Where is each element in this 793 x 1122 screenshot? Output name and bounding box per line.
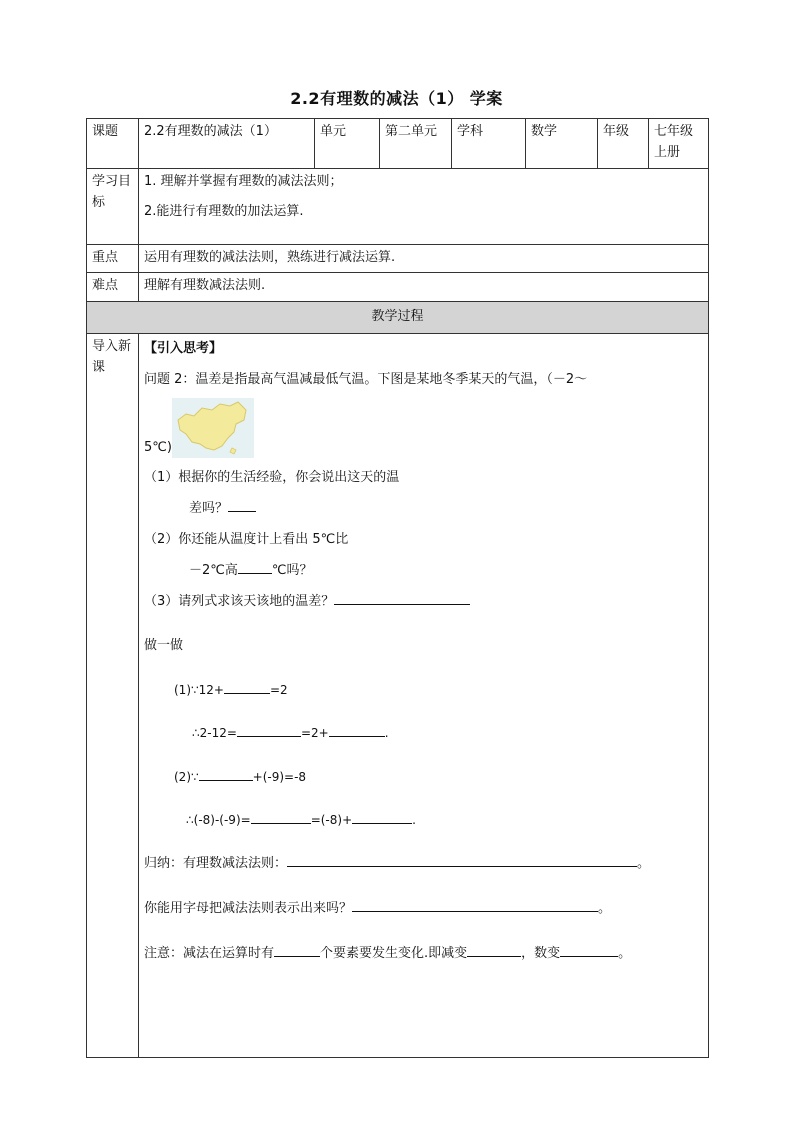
topic-label: 课题	[87, 119, 139, 169]
process-content	[139, 333, 709, 1057]
exercise-4-b: =(-8)+	[310, 812, 353, 827]
note-d: 。	[618, 945, 632, 961]
lesson-plan-table	[86, 118, 709, 1058]
exercise-2-c: .	[384, 726, 389, 741]
question-1: （1）根据你的生活经验，你会说出这天的温	[144, 470, 400, 486]
question-3-text: （3）请列式求该天该地的温差？	[144, 593, 335, 609]
objectives-row	[87, 169, 709, 245]
difficulty-label: 难点	[87, 272, 139, 301]
exercise-4-c: .	[412, 812, 416, 827]
question-3	[144, 592, 703, 613]
map-row	[144, 398, 703, 458]
topic-value: 2.2有理数的减法（1）	[139, 119, 315, 169]
china-map-image	[172, 398, 254, 458]
grade-label: 年级	[598, 119, 649, 169]
exercise-4	[144, 811, 703, 830]
exercise-1	[144, 681, 703, 700]
answer-blank[interactable]	[274, 944, 320, 957]
exercise-4-a: ∴(-8)-(-9)=	[186, 812, 251, 827]
exercise-3-b: +(-9)=-8	[252, 769, 307, 784]
answer-blank[interactable]	[334, 592, 470, 605]
stage-label: 导入新课	[87, 333, 139, 1057]
note-c: ，数变	[521, 945, 561, 961]
answer-blank[interactable]	[199, 768, 253, 781]
exercise-3	[144, 768, 703, 787]
key-point-label: 重点	[87, 245, 139, 273]
exercise-3-a: (2)∵	[174, 769, 199, 784]
answer-blank[interactable]	[352, 899, 598, 912]
question-2-text: －2℃高	[189, 562, 238, 578]
process-header: 教学过程	[87, 301, 709, 333]
difficulty-row	[87, 272, 709, 301]
answer-blank[interactable]	[251, 811, 311, 824]
unit-label: 单元	[315, 119, 380, 169]
page-title: 2.2有理数的减法（1） 学案	[290, 89, 503, 108]
note-line	[144, 944, 703, 965]
problem-text: 问题 2：温差是指最高气温减最低气温。下图是某地冬季某天的气温，（－2～	[144, 371, 588, 387]
question-1-cont	[144, 499, 703, 520]
answer-blank[interactable]	[467, 944, 521, 957]
question-2: （2）你还能从温度计上看出 5℃比	[144, 531, 349, 547]
answer-blank[interactable]	[238, 561, 272, 574]
answer-blank[interactable]	[237, 724, 301, 737]
objectives-label: 学习目标	[87, 169, 139, 245]
answer-blank[interactable]	[329, 724, 385, 737]
objectives-list	[139, 169, 709, 245]
objective-item: 1. 理解并掌握有理数的减法法则；	[144, 174, 343, 189]
exercise-1-b: =2	[269, 683, 288, 698]
answer-blank[interactable]	[560, 944, 618, 957]
question-2-cont	[144, 561, 703, 582]
key-point-row	[87, 245, 709, 273]
summary-end: 。	[637, 855, 651, 871]
exercise-2-a: ∴2-12=	[192, 726, 237, 741]
subject-value: 数学	[526, 119, 598, 169]
answer-blank[interactable]	[352, 811, 412, 824]
key-point-text: 运用有理数的减法法则，熟练进行减法运算.	[139, 245, 709, 273]
answer-blank[interactable]	[224, 681, 270, 694]
subject-label: 学科	[452, 119, 526, 169]
question-2-tail: ℃吗？	[271, 562, 313, 578]
unit-value: 第二单元	[380, 119, 452, 169]
note-b: 个要素要发生变化.即减变	[320, 945, 468, 961]
process-content-row	[87, 333, 709, 1057]
do-it-heading: 做一做	[144, 638, 184, 654]
summary-line	[144, 854, 703, 875]
question-1-text: 差吗？	[189, 501, 229, 517]
section-title: 【引入思考】	[144, 340, 223, 356]
answer-blank[interactable]	[287, 854, 637, 867]
letter-question-line	[144, 899, 703, 920]
exercise-2-b: =2+	[300, 726, 329, 741]
temp-range: 5℃)	[144, 439, 172, 455]
letter-question-end: 。	[598, 900, 612, 916]
answer-blank[interactable]	[228, 499, 256, 512]
exercise-1-a: (1)∵12+	[174, 683, 224, 698]
exercise-2	[144, 724, 703, 743]
difficulty-text: 理解有理数减法法则.	[139, 272, 709, 301]
letter-question-text: 你能用字母把减法法则表示出来吗？	[144, 900, 353, 916]
header-row	[87, 119, 709, 169]
process-header-row	[87, 301, 709, 333]
note-a: 注意：减法在运算时有	[144, 945, 275, 961]
grade-value: 七年级上册	[649, 119, 709, 169]
objective-item: 2.能进行有理数的加法运算.	[144, 204, 304, 219]
summary-text: 归纳：有理数减法法则：	[144, 855, 288, 871]
